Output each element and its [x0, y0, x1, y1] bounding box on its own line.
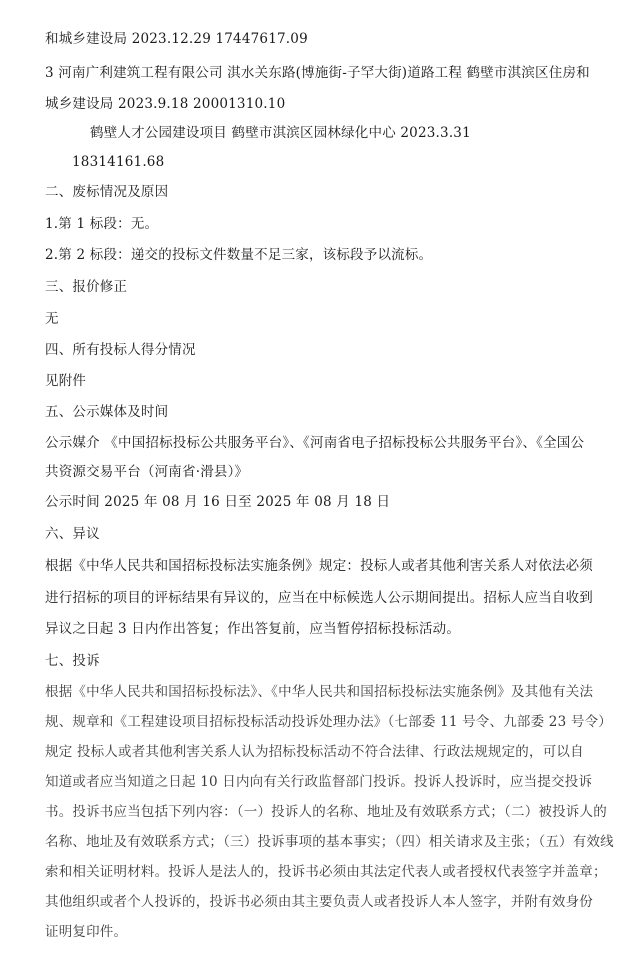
line-4: 鹤壁人才公园建设项目 鹤壁市淇滨区园林绿化中心 2023.3.31: [90, 125, 471, 141]
line-8: 2.第 2 标段：递交的投标文件数量不足三家，该标段予以流标。: [45, 247, 433, 263]
line-2: 3 河南广利建筑工程有限公司 淇水关东路(博施街-子罕大街)道路工程 鹤壁市淇滨区住房和: [45, 65, 590, 81]
line-29: 其他组织或者个人投诉的，投诉书必须由其主要负责人或者投诉人本人签字，并附有效身份: [45, 894, 593, 910]
line-30: 证明复印件。: [45, 924, 128, 940]
section-heading-4: 四、所有投标人得分情况: [45, 342, 196, 358]
line-24: 规定 投标人或者其他利害关系人认为招标投标活动不符合法律、行政法规规定的，可以自: [45, 744, 584, 760]
section-heading-7: 七、投诉: [45, 653, 100, 669]
line-19: 进行招标的项目的评标结果有异议的，应当在中标候选人公示期间提出。招标人应当自收到: [45, 590, 593, 606]
line-3: 城乡建设局 2023.9.18 20001310.10: [45, 96, 286, 112]
section-heading-2: 二、废标情况及原因: [45, 184, 169, 200]
line-14: 公示媒介 《中国招标投标公共服务平台》、《河南省电子招标投标公共服务平台》、《全国公: [45, 435, 585, 451]
line-1: 和城乡建设局 2023.12.29 17447617.09: [45, 31, 308, 47]
section-heading-5: 五、公示媒体及时间: [45, 404, 169, 420]
line-7: 1.第 1 标段：无。: [45, 216, 159, 232]
line-22: 根据《中华人民共和国招标投标法》、《中华人民共和国招标投标法实施条例》及其他有关法: [45, 684, 594, 700]
section-heading-3: 三、报价修正: [45, 279, 128, 295]
line-10: 无: [45, 311, 59, 327]
line-23: 规、规章和《工程建设项目招标投标活动投诉处理办法》（七部委 11 号令、九部委 23 号令）: [45, 714, 612, 730]
line-5: 18314161.68: [72, 154, 165, 170]
line-28: 索和相关证明材料。投诉人是法人的，投诉书必须由其法定代表人或者授权代表签字并盖章；: [45, 864, 607, 880]
section-heading-6: 六、异议: [45, 526, 100, 542]
line-15: 共资源交易平台（河南省·滑县）》: [45, 464, 249, 480]
line-16: 公示时间 2025 年 08 月 16 日至 2025 年 08 月 18 日: [45, 494, 391, 510]
line-12: 见附件: [45, 373, 87, 389]
line-18: 根据《中华人民共和国招标投标法实施条例》规定：投标人或者其他利害关系人对依法必须: [45, 558, 593, 574]
line-27: 名称、地址及有效联系方式；（三）投诉事项的基本事实；（四）相关请求及主张；（五）有效线: [45, 834, 614, 850]
line-25: 知道或者应当知道之日起 10 日内向有关行政监督部门投诉。投诉人投诉时，应当提交投诉: [45, 774, 593, 790]
line-26: 书。投诉书应当包括下列内容：（一）投诉人的名称、地址及有效联系方式；（二）被投诉人的: [45, 804, 607, 820]
line-20: 异议之日起 3 日内作出答复；作出答复前，应当暂停招标投标活动。: [45, 621, 461, 637]
